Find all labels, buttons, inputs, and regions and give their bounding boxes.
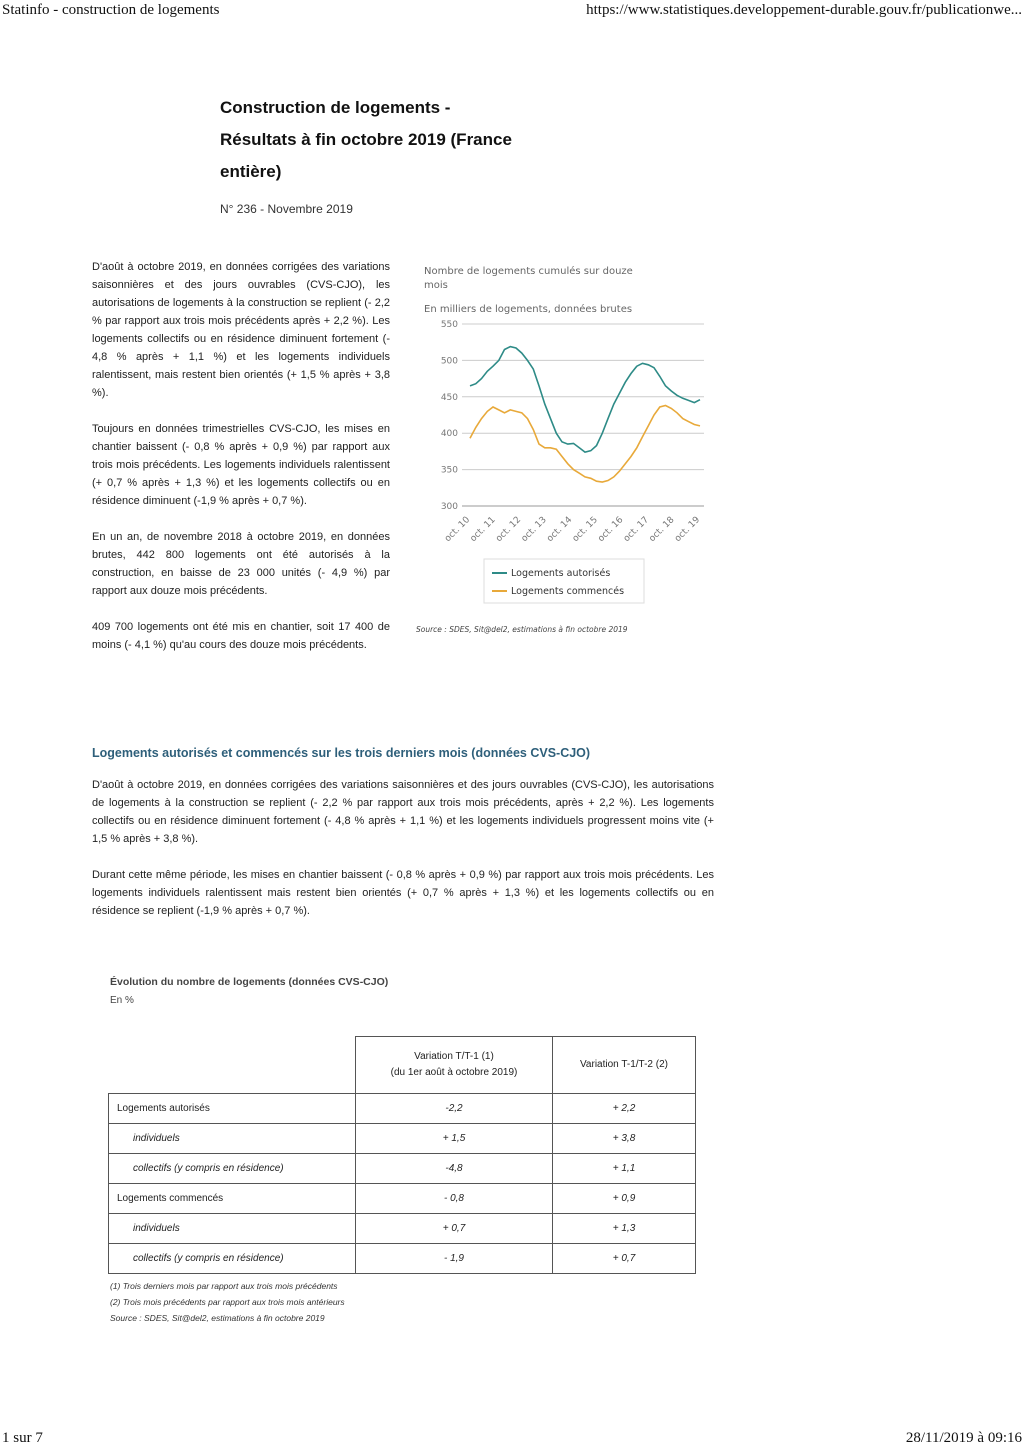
table-header-col1-line2: (du 1er août à octobre 2019) <box>390 1067 518 1078</box>
intro-paragraph: D'août à octobre 2019, en données corrigées des variations saisonnières et des jours ouvrables (CVS-CJO), les autorisations de logements à la construction se replient (- 2,2 % par rapport aux trois mois précédents après + 2,2 %). Les logements collectifs ou en résidence diminuent fortement (- 4,8 % après + 1,1 %) et les logements individuels ralentissent, mais restent bien orientés (+ 1,5 % après + 3,8 %). <box>92 261 390 399</box>
chart-y-tick-label: 500 <box>440 356 458 367</box>
print-footer-page: 1 sur 7 <box>2 1430 43 1446</box>
table-cell-v1: + 0,7 <box>356 1214 553 1244</box>
chart-series-line-1 <box>470 347 700 453</box>
chart-x-tick-label: oct. 11 <box>468 515 498 545</box>
chart-legend-label: Logements autorisés <box>511 568 611 579</box>
section-paragraph: Durant cette même période, les mises en chantier baissent (- 0,8 % après + 0,9 %) par rapport aux trois mois précédents. Les logements individuels ralentissent mais restent bien orientés (+ 0,7 % après + 1,3 %) et les logements collectifs ou en résidence se replient (-1,9 % après + 0,7 %). <box>92 869 714 917</box>
table-cell-v2: + 1,1 <box>553 1154 696 1184</box>
table-header-col2: Variation T-1/T-2 (2) <box>553 1037 696 1094</box>
page-title-line-2: Résultats à fin octobre 2019 (France <box>220 130 512 149</box>
chart-subtitle: En milliers de logements, données brutes <box>424 304 633 315</box>
table-row <box>109 1244 696 1274</box>
table-cell-v1: - 1,9 <box>356 1244 553 1274</box>
table-row <box>109 1184 696 1214</box>
page-title <box>220 92 560 188</box>
print-header <box>0 0 1024 20</box>
table-header-empty <box>109 1037 356 1094</box>
table-row <box>109 1214 696 1244</box>
evolution-table <box>108 1036 696 1274</box>
table-cell-v1: -2,2 <box>356 1094 553 1124</box>
section-body <box>92 776 714 938</box>
chart-x-tick-label: oct. 12 <box>494 515 524 545</box>
chart-x-tick-label: oct. 14 <box>545 515 575 545</box>
chart-x-tick-label: oct. 19 <box>673 515 703 545</box>
intro-paragraph: Toujours en données trimestrielles CVS-CJO, les mises en chantier baissent (- 0,8 % après + 0,9 %) par rapport aux trois mois précédents. Les logements individuels ralentissent (+ 0,7 % après + 1,3 %) et les logements collectifs ou en résidence diminuent (-1,9 % après + 0,7 %). <box>92 423 390 507</box>
chart-y-tick-label: 400 <box>440 429 458 440</box>
chart-source: Source : SDES, Sit@del2, estimations à fin octobre 2019 <box>416 625 628 634</box>
table-note-1: (1) Trois derniers mois par rapport aux trois mois précédents <box>110 1281 338 1291</box>
page-title-line-3: entière) <box>220 162 282 181</box>
table-row <box>109 1094 696 1124</box>
table-cell-v1: -4,8 <box>356 1154 553 1184</box>
print-footer-date: 28/11/2019 à 09:16 <box>905 1430 1022 1446</box>
intro-paragraph: En un an, de novembre 2018 à octobre 2019, en données brutes, 442 800 logements ont été autorisés à la construction, en baisse de 23 000 unités (- 4,9 %) par rapport aux douze mois précédents. <box>92 531 390 597</box>
table-source: Source : SDES, Sit@del2, estimations à fin octobre 2019 <box>110 1313 325 1323</box>
intro-text <box>92 258 390 672</box>
table-cell-v2: + 2,2 <box>553 1094 696 1124</box>
print-header-url[interactable]: https://www.statistiques.developpement-durable.gouv.fr/publicationwe... <box>586 2 1022 18</box>
section-title: Logements autorisés et commencés sur les trois derniers mois (données CVS-CJO) <box>92 746 591 760</box>
chart-y-tick-label: 450 <box>440 392 458 403</box>
table-notes <box>110 1278 345 1326</box>
chart-y-tick-label: 350 <box>440 465 458 476</box>
table-header-col1-line1: Variation T/T-1 (1) <box>414 1051 494 1062</box>
intro-paragraph: 409 700 logements ont été mis en chantier, soit 17 400 de moins (- 4,1 %) qu'au cours des douze mois précédents. <box>92 621 390 651</box>
chart-x-tick-label: oct. 17 <box>621 515 652 545</box>
chart-title: Nombre de logements cumulés sur douze mois <box>424 266 633 291</box>
chart-svg <box>412 262 712 642</box>
table-cell-v2: + 1,3 <box>553 1214 696 1244</box>
chart-x-tick-label: oct. 10 <box>443 515 473 545</box>
table-row-label: Logements autorisés <box>109 1094 356 1124</box>
table-unit: En % <box>110 995 134 1006</box>
chart-series-line-2 <box>470 406 700 483</box>
chart-x-tick-label: oct. 18 <box>647 515 677 545</box>
chart-x-tick-label: oct. 13 <box>519 515 549 545</box>
table-row-label: Logements commencés <box>109 1184 356 1214</box>
chart-legend-label: Logements commencés <box>511 586 625 597</box>
table-cell-v2: + 0,9 <box>553 1184 696 1214</box>
section-paragraph: D'août à octobre 2019, en données corrigées des variations saisonnières et des jours ouvrables (CVS-CJO), les autorisations de logements à la construction se replient (- 2,2 % par rapport aux trois mois précédents, après + 2,2 %). Les logements collectifs ou en résidence diminuent fortement (- 4,8 % après + 1,1 %) et les logements individuels progressent moins vite (+ 1,5 % après + 3,8 %). <box>92 779 714 845</box>
chart-y-tick-label: 550 <box>440 320 458 330</box>
table-row-label: individuels <box>109 1124 356 1154</box>
chart-x-tick-label: oct. 15 <box>570 515 600 545</box>
chart-y-tick-label: 300 <box>440 502 458 512</box>
table-cell-v2: + 0,7 <box>553 1244 696 1274</box>
table-row <box>109 1124 696 1154</box>
table-row-label: collectifs (y compris en résidence) <box>109 1244 356 1274</box>
table-cell-v1: - 0,8 <box>356 1184 553 1214</box>
page-title-line-1: Construction de logements - <box>220 98 451 117</box>
print-header-title: Statinfo - construction de logements <box>2 2 220 18</box>
table-row-label: individuels <box>109 1214 356 1244</box>
table-note-2: (2) Trois mois précédents par rapport aux trois mois antérieurs <box>110 1297 345 1307</box>
table-cell-v1: + 1,5 <box>356 1124 553 1154</box>
table-row-label: collectifs (y compris en résidence) <box>109 1154 356 1184</box>
table-row <box>109 1154 696 1184</box>
table-title: Évolution du nombre de logements (données CVS-CJO) <box>110 976 389 988</box>
chart-x-tick-label: oct. 16 <box>596 515 626 545</box>
table-header-row <box>109 1037 696 1094</box>
print-footer <box>0 1428 1024 1448</box>
housing-line-chart <box>412 262 712 642</box>
table-header-col1 <box>356 1037 553 1094</box>
table-cell-v2: + 3,8 <box>553 1124 696 1154</box>
issue-number: N° 236 - Novembre 2019 <box>220 202 353 216</box>
